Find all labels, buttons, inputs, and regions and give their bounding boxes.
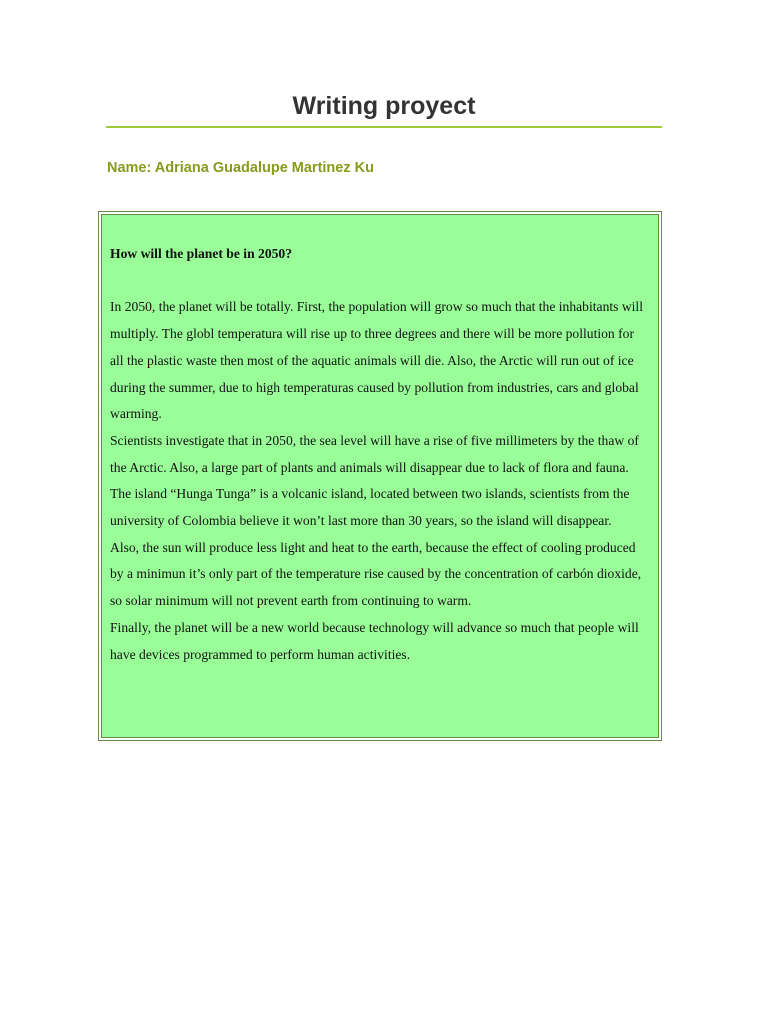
essay-box (98, 211, 662, 741)
essay-paragraph: Scientists investigate that in 2050, the sea level will have a rise of five millimeters by the thaw of the Arctic. Also, a large part of plants and animals will disappear due to lack of flora and fauna. (110, 432, 639, 475)
essay-paragraph: Finally, the planet will be a new world because technology will advance so much that people will have devices programmed to perform human activities. (110, 619, 639, 662)
essay-paragraph: The island “Hunga Tunga” is a volcanic island, located between two islands, scientists from the university of Colombia believe it won’t last more than 30 years, so the island will disappear. (110, 486, 630, 529)
title-divider (106, 126, 662, 128)
essay-paragraph: In 2050, the planet will be totally. First, the population will grow so much that the inhabitants will multiply. The globl temperatura will rise up to three degrees and there will be more pollution for all the plastic waste then most of the aquatic animals will die. Also, the Arctic will run out of ice during the summer, due to high temperaturas caused by pollution from industries, cars and global warming. (110, 299, 643, 422)
essay-question: How will the planet be in 2050? (110, 246, 293, 261)
essay-paragraph: Also, the sun will produce less light and heat to the earth, because the effect of cooling produced by a minimun it’s only part of the temperature rise caused by the concentration of carbón dioxide, so solar minimum will not prevent earth from continuing to warm. (110, 539, 642, 609)
essay-content (101, 214, 659, 738)
page-title: Writing proyect (292, 92, 476, 120)
author-name: Name: Adriana Guadalupe Martinez Ku (107, 160, 374, 176)
